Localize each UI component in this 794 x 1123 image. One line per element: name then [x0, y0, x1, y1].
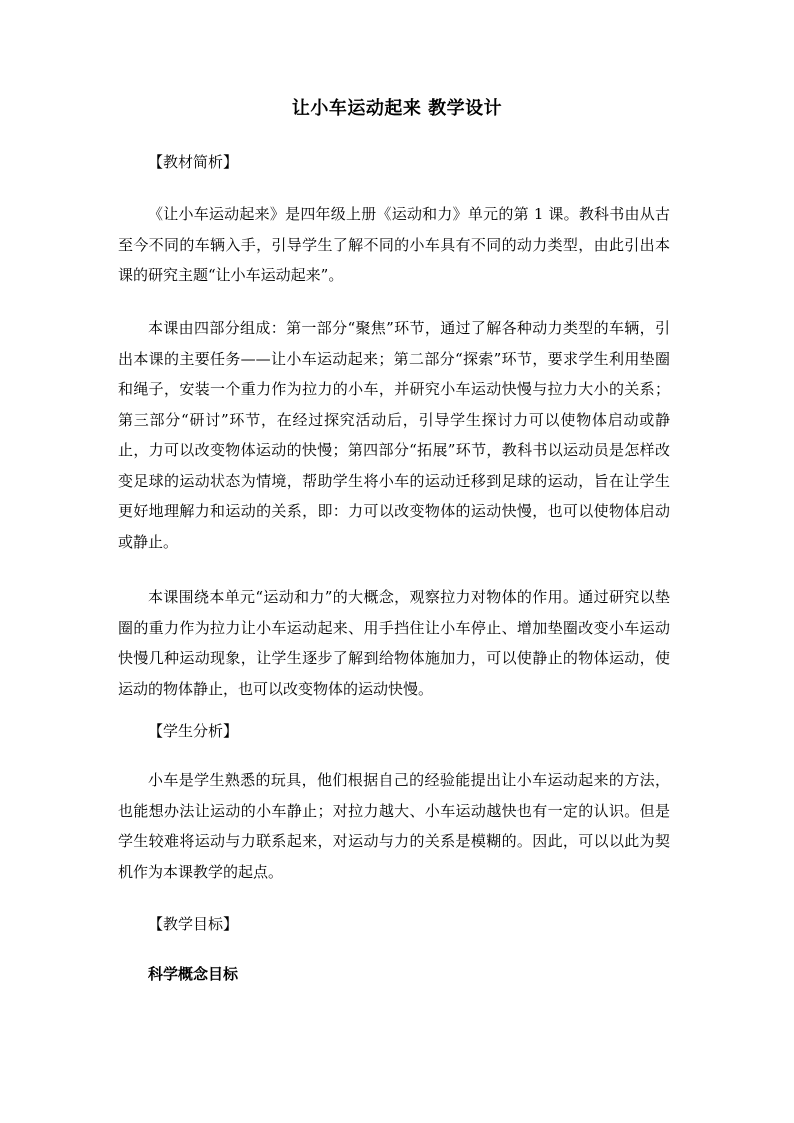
paragraph-big-concept: 本课围绕本单元“运动和力”的大概念，观察拉力对物体的作用。通过研究以垫圈的重力作为拉力让小车运动起来、用手挡住让小车停止、增加垫圈改变小车运动快慢几种运动现象，让学生逐步了解到给物体施加力，可以使静止的物体运动，使运动的物体静止，也可以改变物体的运动快慢。: [118, 588, 670, 698]
document-title: 让小车运动起来 教学设计: [291, 98, 503, 119]
paragraph-textbook-intro: 《让小车运动起来》是四年级上册《运动和力》单元的第 1 课。教科书由从古至今不同的车辆入手，引导学生了解不同的小车具有不同的动力类型，由此引出本课的研究主题“让小车运动起来”。: [118, 205, 670, 284]
paragraph-student-analysis: 小车是学生熟悉的玩具，他们根据自己的经验能提出让小车运动起来的方法，也能想办法让运动的小车静止；对拉力越大、小车运动越快也有一定的认识。但是学生较难将运动与力联系起来，对运动与力的关系是模糊的。因此，可以以此为契机作为本课教学的起点。: [118, 771, 670, 881]
subheading-science-concept-goals: 科学概念目标: [148, 965, 239, 983]
section-heading-teaching-goals: 【教学目标】: [148, 915, 239, 933]
section-heading-textbook-analysis: 【教材简析】: [148, 153, 239, 171]
section-heading-student-analysis: 【学生分析】: [148, 722, 239, 740]
paragraph-lesson-structure: 本课由四部分组成：第一部分“聚焦”环节，通过了解各种动力类型的车辆，引出本课的主要任务——让小车运动起来；第二部分“探索”环节，要求学生利用垫圈和绳子，安装一个重力作为拉力的小车，并研究小车运动快慢与拉力大小的关系；第三部分“研讨”环节，在经过探究活动后，引导学生探讨力可以使物体启动或静止，力可以改变物体运动的快慢；第四部分“拓展”环节，教科书以运动员是怎样改变足球的运动状态为情境，帮助学生将小车的运动迁移到足球的运动，旨在让学生更好地理解力和运动的关系，即：力可以改变物体的运动快慢，也可以使物体启动或静止。: [118, 319, 670, 551]
